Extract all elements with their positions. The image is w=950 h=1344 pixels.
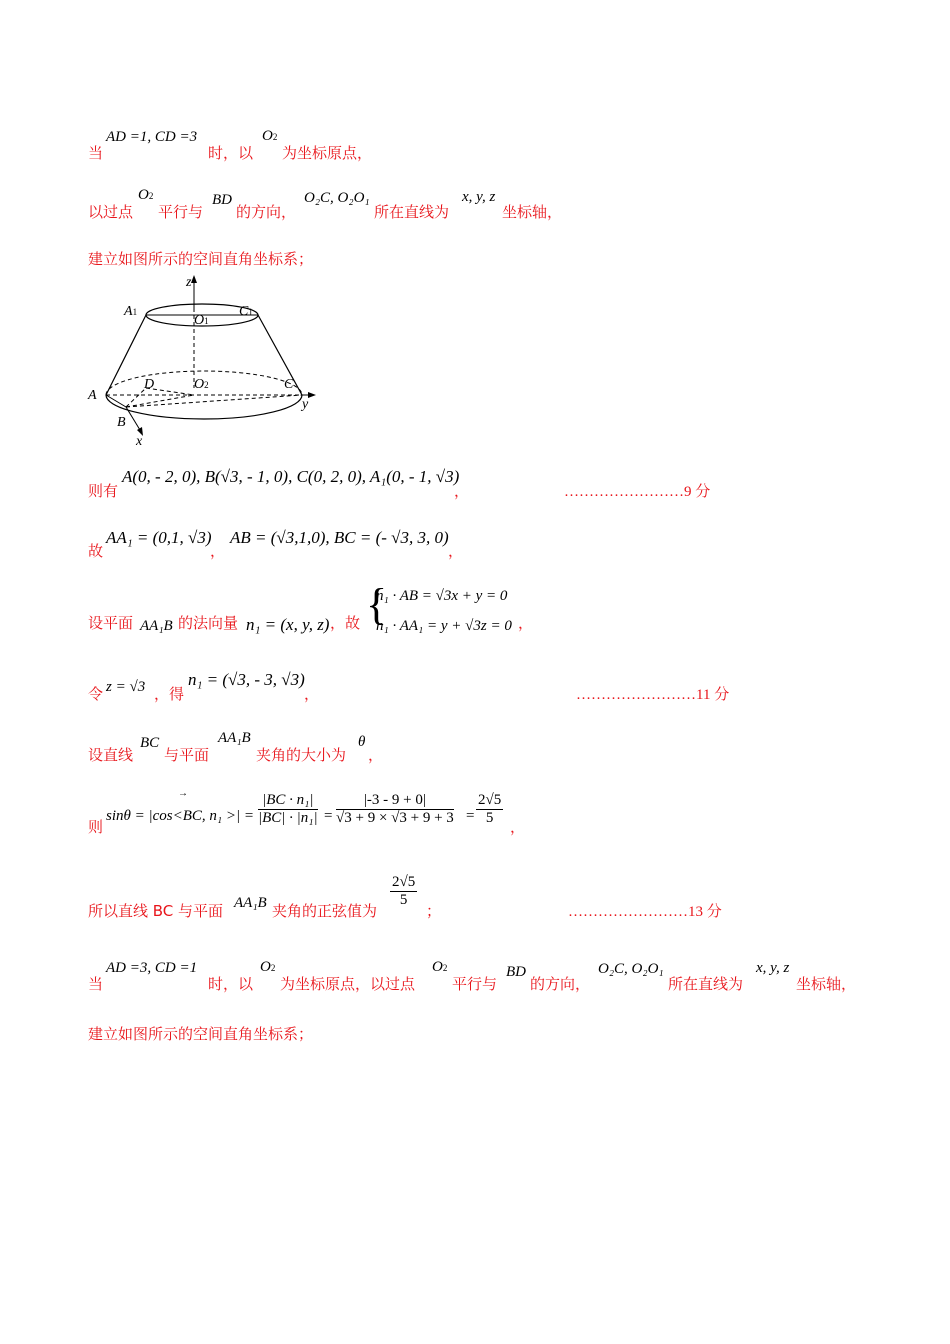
text-de: ，得	[154, 685, 185, 703]
text-lines-as: 所在直线为	[374, 203, 450, 221]
label-b: B	[117, 415, 126, 430]
math-aa1: AA₁ = (0,1, √3)	[106, 528, 212, 547]
score-9: ……………………9 分	[564, 484, 711, 500]
equals: =	[466, 808, 475, 824]
fraction-1: $\frac{\text{|BC · n₁|}}{\text{|BC| · |n₁|}}$	[258, 792, 318, 826]
text-angle-size: 夹角的大小为	[256, 746, 347, 764]
text-normal-vector: 的法向量	[178, 614, 239, 632]
text-lines-as: 所在直线为	[668, 975, 744, 993]
score-11: ……………………11 分	[576, 687, 730, 703]
text-ze: 则	[88, 818, 104, 836]
text-guodian: 以过点	[88, 203, 134, 221]
math-xyz: x, y, z	[462, 189, 496, 205]
text-parallel: 平行与	[452, 975, 498, 993]
vector-arrow: →	[178, 788, 188, 799]
text-shi-yi: 时，以	[208, 144, 254, 162]
text-axes: 坐标轴，	[796, 975, 857, 993]
text-dang: 当	[88, 975, 104, 993]
math-n1: n₁ = (x, y, z)	[246, 615, 330, 634]
fraction-answer: $\frac{2√5}{5}$	[392, 874, 416, 908]
math-n1-value: n₁ = (√3, - 3, √3)	[188, 670, 305, 689]
fraction-3: $\frac{2√5}{5}$	[478, 792, 502, 826]
math-aa1b: AA₁B	[218, 730, 251, 746]
label-z: z	[186, 275, 192, 290]
text-comma: ，	[448, 542, 464, 560]
text-comma: ，	[510, 818, 526, 836]
text-comma: ，	[518, 614, 534, 632]
text-origin-pass: 为坐标原点，以过点	[280, 975, 416, 993]
text-gu: ，故	[330, 614, 361, 632]
text-comma: ，	[304, 685, 320, 703]
math-bd: BD	[212, 192, 232, 208]
label-x: x	[136, 434, 143, 448]
frustum-figure	[84, 270, 324, 448]
label-c1: C1	[239, 304, 253, 319]
text-comma: ，	[454, 482, 470, 500]
math-o2: O2	[262, 128, 278, 144]
math-o2: O2	[432, 959, 448, 975]
math-ad-cd: AD =1, CD =3	[106, 129, 198, 145]
text-zeyou: 则有	[88, 482, 119, 500]
text-set-plane: 设平面	[88, 614, 134, 632]
text-so-line-bc: 所以直线 BC 与平面	[88, 902, 224, 920]
math-eq2: n₁ · AA₁ = y + √3z = 0	[376, 618, 512, 634]
math-o2: O2	[138, 187, 154, 203]
fraction-2: $\frac{|-3 - 9 + 0|}{√3 + 9 \times √3 + 9 + 3}$	[336, 792, 454, 826]
score-13: ……………………13 分	[568, 904, 722, 920]
math-sin-theta: sinθ = |cos<BC, n₁ >| =	[106, 808, 254, 824]
text-dang: 当	[88, 144, 104, 162]
text-with-plane: 与平面	[164, 746, 210, 764]
text-comma: ，	[368, 746, 384, 764]
math-plane-aa1b: AA₁B	[140, 618, 173, 634]
text-direction: 的方向，	[236, 203, 297, 221]
bottom-ellipse-front	[106, 395, 302, 419]
text-ling: 令	[88, 685, 104, 703]
math-bc: BC	[140, 735, 160, 751]
label-a: A	[88, 388, 97, 403]
label-o1: O1	[194, 313, 209, 328]
text-shi-yi: 时，以	[208, 975, 254, 993]
text-axes: 坐标轴，	[502, 203, 563, 221]
math-ab-bc: AB = (√3,1,0), BC = (- √3, 3, 0)	[230, 528, 449, 547]
math-xyz: x, y, z	[756, 960, 790, 976]
math-bd: BD	[506, 964, 526, 980]
text-build-coords: 建立如图所示的空间直角坐标系；	[88, 1025, 314, 1043]
label-c: C	[284, 377, 294, 392]
math-coordinates: A(0, - 2, 0), B(√3, - 1, 0), C(0, 2, 0), A₁(0, - 1, √3)	[122, 467, 460, 486]
math-eq1: n₁ · AB = √3x + y = 0	[376, 588, 508, 604]
text-direction: 的方向，	[530, 975, 591, 993]
label-d: D	[144, 377, 155, 392]
text-set-line: 设直线	[88, 746, 134, 764]
math-o2: O2	[260, 959, 276, 975]
math-z: z = √3	[106, 679, 146, 695]
label-a1: A1	[124, 304, 138, 319]
text-origin: 为坐标原点，	[282, 144, 373, 162]
equals: =	[324, 808, 333, 824]
text-parallel: 平行与	[158, 203, 204, 221]
math-aa1b: AA₁B	[234, 895, 267, 911]
label-o2: O2	[194, 377, 209, 392]
text-semicolon: ；	[426, 902, 442, 920]
math-o2c-o2o1: O₂C, O₂O₁	[304, 190, 370, 206]
math-o2c-o2o1: O₂C, O₂O₁	[598, 961, 664, 977]
label-y: y	[302, 397, 309, 412]
text-build-coords: 建立如图所示的空间直角坐标系；	[88, 250, 314, 268]
text-comma: ，	[210, 542, 226, 560]
text-gu: 故	[88, 542, 104, 560]
brace: {	[366, 580, 388, 629]
math-theta: θ	[358, 734, 366, 750]
math-ad-cd: AD =3, CD =1	[106, 960, 198, 976]
text-sine-value: 夹角的正弦值为	[272, 902, 378, 920]
